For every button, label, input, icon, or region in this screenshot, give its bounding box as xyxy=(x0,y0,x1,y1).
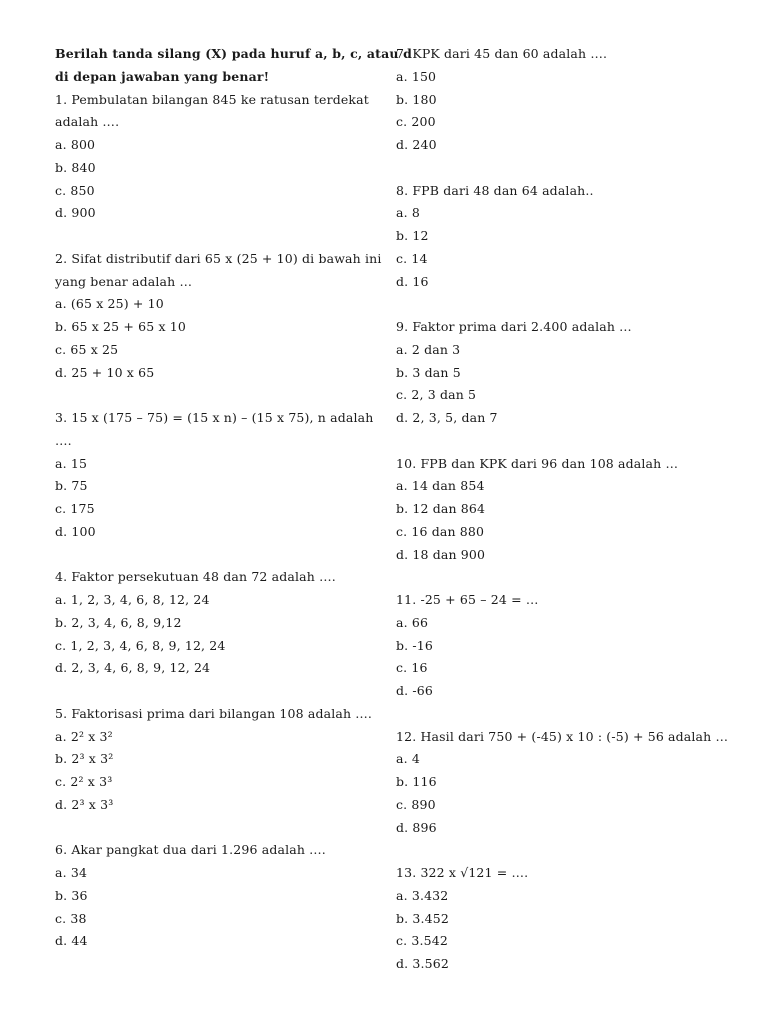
question-text: 3. 15 x (175 – 75) = (15 x n) – (15 x 75), n adalah xyxy=(55,410,374,425)
question-block xyxy=(55,566,380,703)
question-spacer xyxy=(55,817,380,840)
question-block xyxy=(396,180,726,317)
question-text: 10. FPB dan KPK dari 96 dan 108 adalah … xyxy=(396,455,679,471)
answer-option: a. 66 xyxy=(396,614,429,630)
answer-option: c. 38 xyxy=(55,910,87,926)
answer-option: a. 15 xyxy=(55,455,88,471)
answer-option: b. 75 xyxy=(55,478,88,494)
question-spacer xyxy=(396,566,726,589)
question-spacer xyxy=(55,225,380,248)
question-text: 4. Faktor persekutuan 48 dan 72 adalah …. xyxy=(55,569,336,585)
answer-option: d. 240 xyxy=(396,137,437,152)
answer-option: d. 44 xyxy=(55,933,88,949)
answer-option: d. 896 xyxy=(396,819,437,835)
question-block xyxy=(396,589,726,726)
answer-option: a. 800 xyxy=(55,137,96,152)
answer-option: d. 2, 3, 5, dan 7 xyxy=(396,410,498,425)
answer-option: b. 12 dan 864 xyxy=(396,501,486,516)
answer-option: b. 180 xyxy=(396,91,437,107)
question-spacer xyxy=(55,680,380,703)
answer-option: a. 14 dan 854 xyxy=(396,478,485,494)
question-spacer xyxy=(396,703,726,726)
answer-option: c. 16 dan 880 xyxy=(396,523,485,539)
question-block xyxy=(396,43,726,180)
question-block xyxy=(55,407,380,566)
answer-option: c. 850 xyxy=(55,182,95,198)
question-text: 8. FPB dari 48 dan 64 adalah.. xyxy=(396,182,594,198)
answer-option: b. 36 xyxy=(55,887,88,903)
question-block xyxy=(396,453,726,590)
question-block xyxy=(396,726,729,863)
answer-option: b. 3.452 xyxy=(396,910,449,926)
question-text: 11. -25 + 65 – 24 = … xyxy=(396,592,539,607)
answer-option: b. 2, 3, 4, 6, 8, 9,12 xyxy=(55,614,182,630)
right-column xyxy=(396,43,729,976)
question-block xyxy=(55,248,380,407)
answer-option: b. 116 xyxy=(396,774,437,789)
answer-option: c. 3.542 xyxy=(396,933,448,949)
question-spacer xyxy=(396,839,726,862)
answer-option: d. 16 xyxy=(396,273,429,289)
question-spacer xyxy=(396,157,726,180)
question-text-continued: adalah …. xyxy=(55,114,120,130)
answer-option: b. -16 xyxy=(396,637,433,653)
answer-option: a. 3.432 xyxy=(396,887,449,903)
answer-option: c. 2² x 3³ xyxy=(55,774,113,789)
answer-option: a. 4 xyxy=(396,751,420,767)
question-text: 9. Faktor prima dari 2.400 adalah … xyxy=(396,319,632,334)
question-block xyxy=(55,89,380,248)
question-text: 7. KPK dari 45 dan 60 adalah …. xyxy=(396,46,608,61)
answer-option: c. 200 xyxy=(396,114,436,130)
answer-option: c. 65 x 25 xyxy=(55,341,119,357)
answer-option: c. 890 xyxy=(396,796,436,812)
answer-option: d. 100 xyxy=(55,523,96,539)
answer-option: a. 8 xyxy=(396,205,420,221)
answer-option: c. 1, 2, 3, 4, 6, 8, 9, 12, 24 xyxy=(55,637,226,653)
answer-option: c. 175 xyxy=(55,501,95,516)
question-block xyxy=(396,316,726,453)
question-spacer xyxy=(55,384,380,407)
answer-option: c. 2, 3 dan 5 xyxy=(396,387,477,403)
answer-option: d. 2³ x 3³ xyxy=(55,796,114,812)
question-spacer xyxy=(396,293,726,316)
answer-option: b. 2³ x 3² xyxy=(55,751,114,767)
answer-option: a. 150 xyxy=(396,68,437,84)
answer-option: b. 840 xyxy=(55,159,96,175)
answer-option: a. 34 xyxy=(55,865,88,880)
answer-option: b. 12 xyxy=(396,228,429,243)
answer-option: d. -66 xyxy=(396,683,433,698)
left-question-list xyxy=(55,89,380,954)
instruction-line-1: Berilah tanda silang (X) pada huruf a, b, c, atau d xyxy=(55,46,412,61)
answer-option: a. 2 dan 3 xyxy=(396,341,461,357)
question-block xyxy=(55,703,380,840)
answer-option: c. 16 xyxy=(396,660,428,676)
answer-option: c. 14 xyxy=(396,250,428,266)
answer-option: d. 3.562 xyxy=(396,956,449,971)
question-text-continued: …. xyxy=(55,432,72,448)
question-block xyxy=(396,862,726,976)
question-text: 2. Sifat distributif dari 65 x (25 + 10) di bawah ini xyxy=(55,250,382,266)
answer-option: d. 18 dan 900 xyxy=(396,546,486,562)
right-question-list xyxy=(396,43,729,976)
answer-option: a. 2² x 3² xyxy=(55,728,113,744)
answer-option: d. 2, 3, 4, 6, 8, 9, 12, 24 xyxy=(55,660,211,676)
question-text: 13. 322 x √121 = …. xyxy=(396,865,529,880)
question-text: 12. Hasil dari 750 + (-45) x 10 : (-5) + 56 adalah … xyxy=(396,728,729,744)
answer-option: d. 900 xyxy=(55,205,96,221)
question-text: 5. Faktorisasi prima dari bilangan 108 adalah …. xyxy=(55,705,373,721)
answer-option: b. 65 x 25 + 65 x 10 xyxy=(55,319,186,334)
question-spacer xyxy=(396,430,726,453)
question-text: 6. Akar pangkat dua dari 1.296 adalah …. xyxy=(55,842,326,858)
question-text-continued: yang benar adalah … xyxy=(55,273,193,289)
answer-option: a. (65 x 25) + 10 xyxy=(55,296,164,312)
answer-option: b. 3 dan 5 xyxy=(396,364,461,380)
question-block xyxy=(55,839,380,953)
instruction-line-2: di depan jawaban yang benar! xyxy=(55,68,270,84)
answer-option: a. 1, 2, 3, 4, 6, 8, 12, 24 xyxy=(55,592,210,607)
question-text: 1. Pembulatan bilangan 845 ke ratusan terdekat xyxy=(55,91,369,107)
question-spacer xyxy=(55,544,380,567)
answer-option: d. 25 + 10 x 65 xyxy=(55,364,155,380)
